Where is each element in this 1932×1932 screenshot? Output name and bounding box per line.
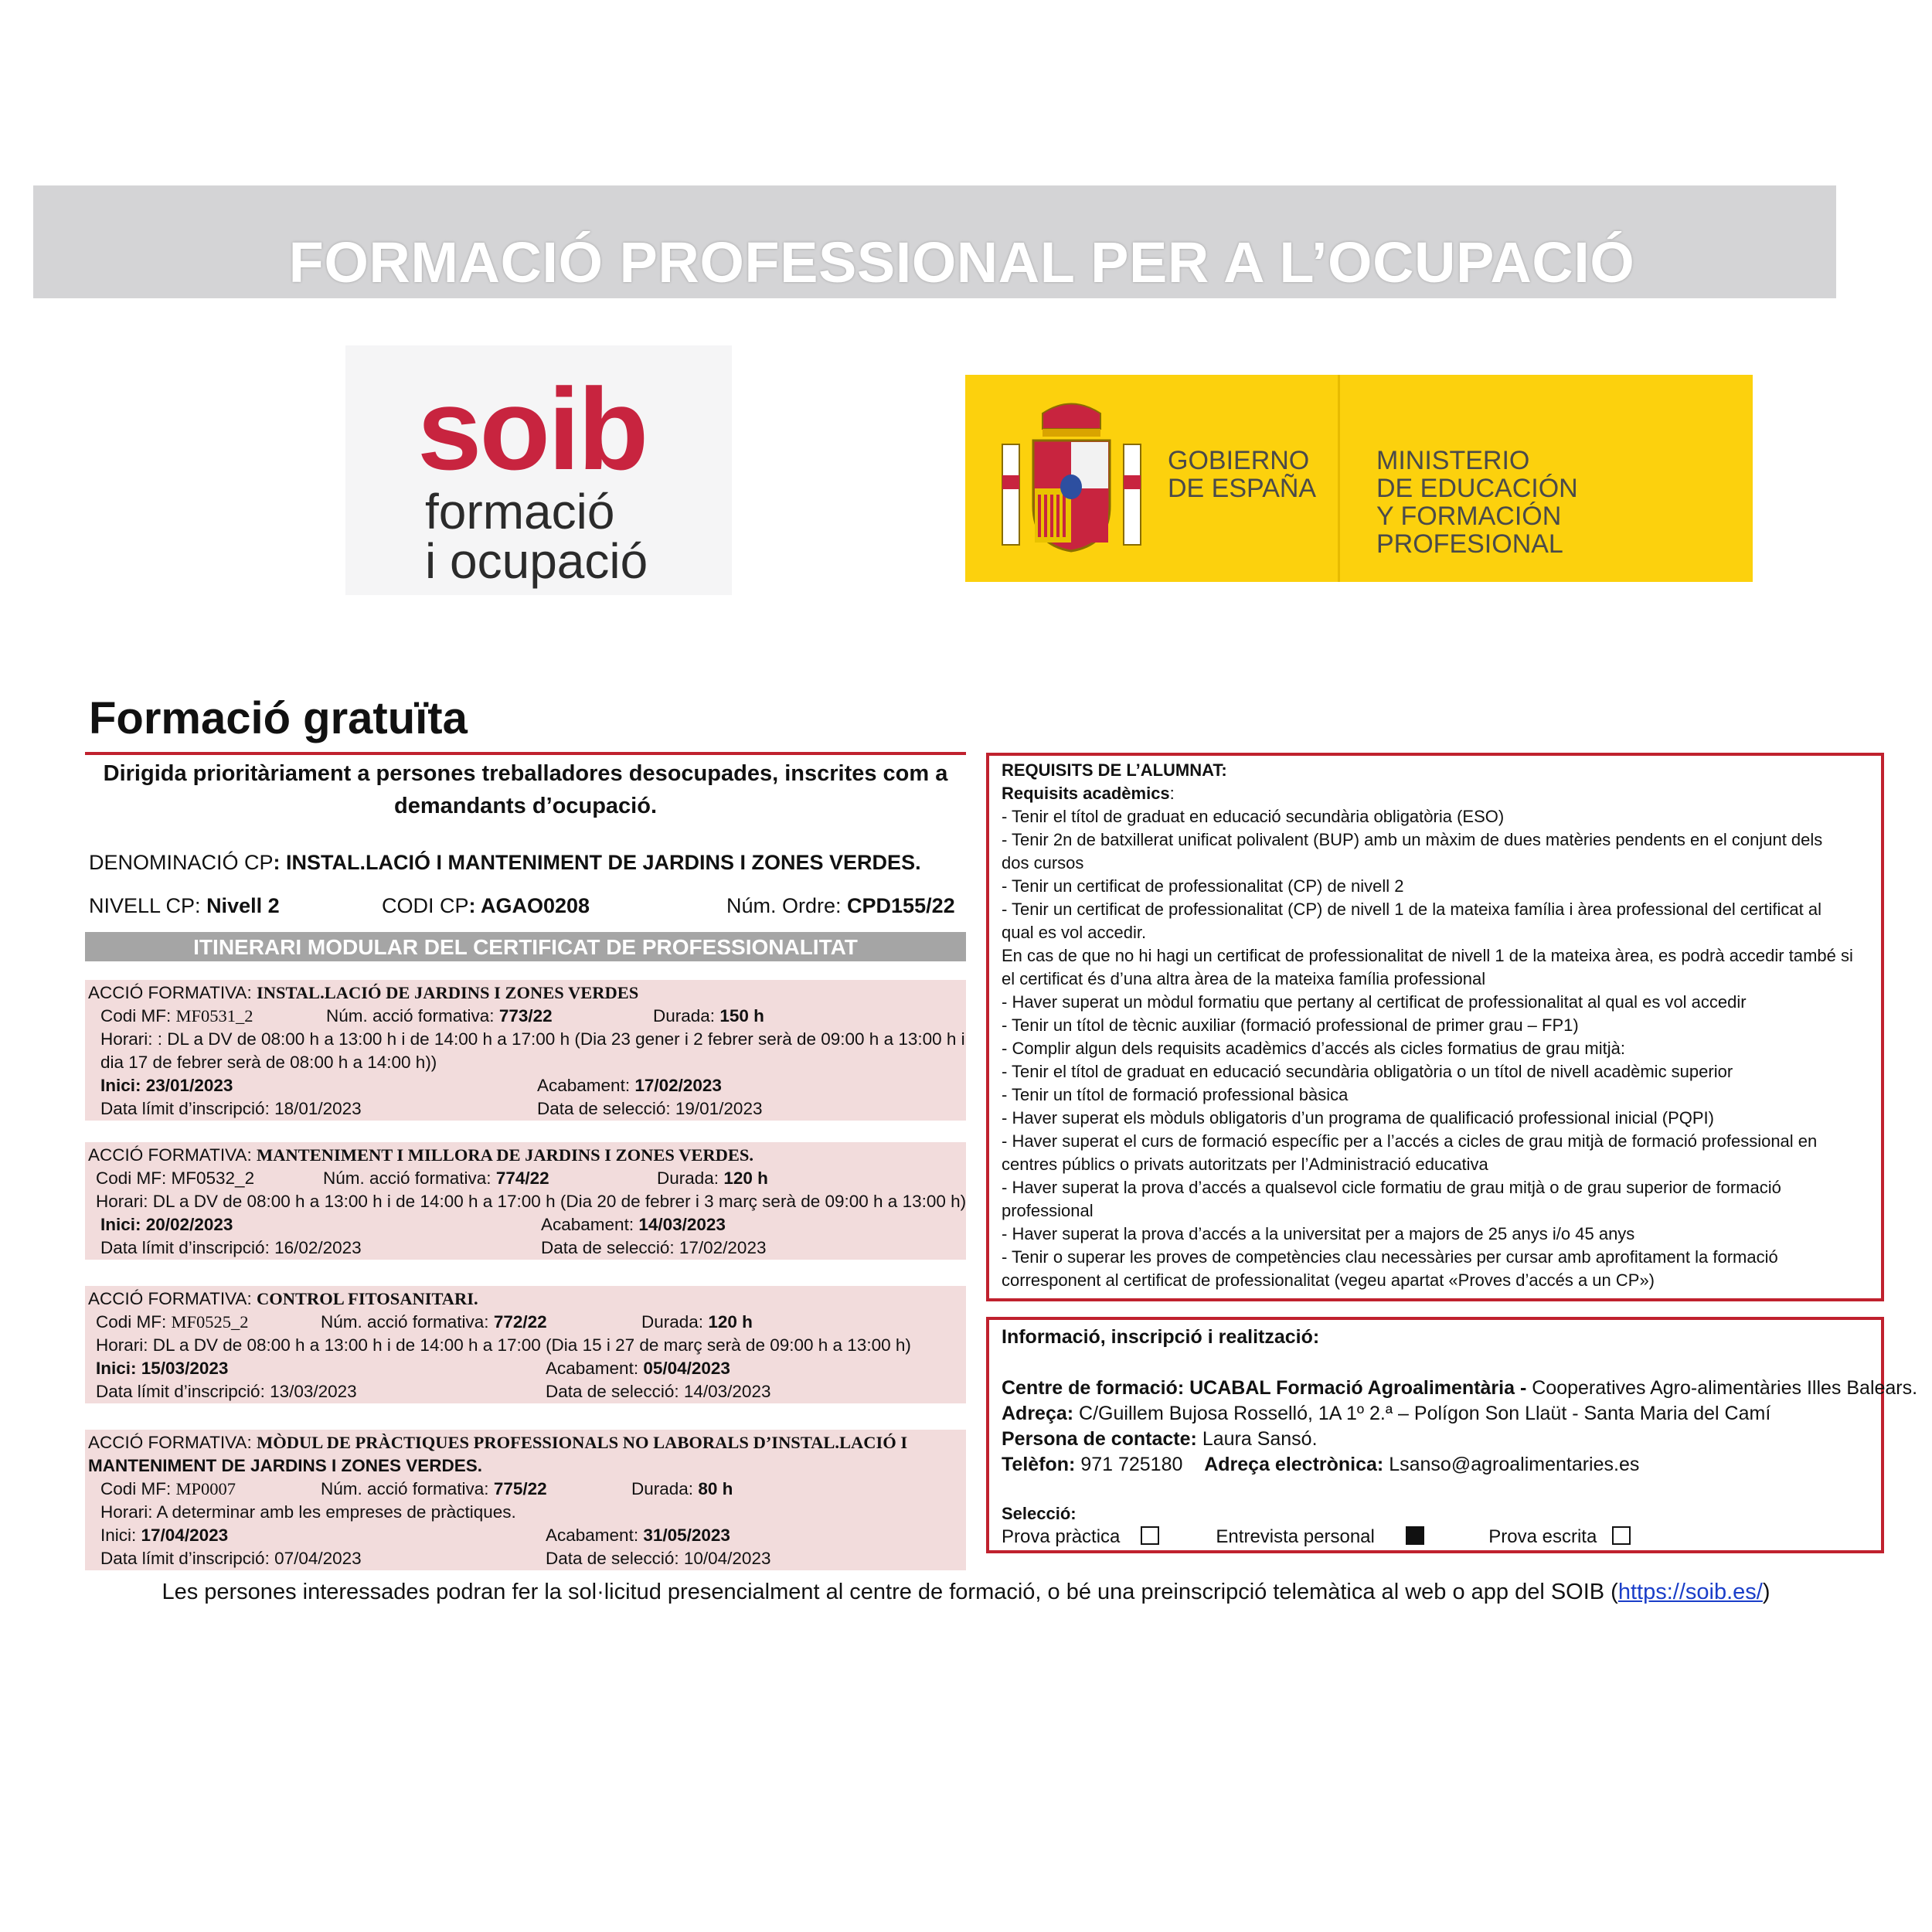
email-link[interactable]: Lsanso@agroalimentaries.es — [1389, 1454, 1640, 1475]
gobierno-text: GOBIERNO DE ESPAÑA — [1168, 446, 1317, 503]
logo-separator — [1338, 375, 1340, 582]
list-item: - Haver superat la prova d’accés a la universitat per a majors de 25 anys i/o 45 anys — [1002, 1224, 1635, 1243]
coat-of-arms-icon — [996, 398, 1147, 556]
header-banner — [33, 185, 1836, 298]
info-box: Informació, inscripció i realització: Centre de formació: UCABAL Formació Agroalimentària - Cooperatives Agro-alimentàries Illes Balears. Adreça: C/Guillem Bujosa Rosselló, 1A 1º 2.ª – Polígon Son Llaüt - Santa Maria del Camí Persona de contacte: Laura Sansó. Telèfon: 971 725180 Adreça electrònica: Lsanso@agroalimentaries.es Selecció: Prova pràctica Entrevista personal Prova escrita — [986, 1317, 1884, 1553]
nivell-field: NIVELL CP: Nivell 2 — [89, 894, 280, 917]
gobierno-logo — [965, 375, 1753, 582]
list-item: - Haver superat un mòdul formatiu que pertany al certificat de professionalitat al qual es vol accedir — [1002, 992, 1747, 1012]
ordre-field: Núm. Ordre: CPD155/22 — [726, 894, 955, 917]
adreca-row: Adreça: C/Guillem Bujosa Rosselló, 1A 1º 2.ª – Polígon Son Llaüt - Santa Maria del Camí — [1002, 1403, 1771, 1424]
list-item: dos cursos — [1002, 853, 1084, 872]
list-item: - Haver superat els mòduls obligatoris d’un programa de qualificació professional inicial (PQPI) — [1002, 1108, 1714, 1128]
list-item: - Tenir o superar les proves de competències clau necessàries per cursar amb aprofitament la formació — [1002, 1247, 1778, 1267]
module-title: ACCIÓ FORMATIVA: CONTROL FITOSANITARI. — [88, 1289, 478, 1308]
centre-row: Centre de formació: UCABAL Formació Agroalimentària - Cooperatives Agro-alimentàries Illes Balears. — [1002, 1377, 1918, 1399]
codi-field: CODI CP: AGAO0208 — [382, 894, 590, 917]
module-title: ACCIÓ FORMATIVA: MANTENIMENT I MILLORA DE JARDINS I ZONES VERDES. — [88, 1145, 753, 1165]
prova-escrita-checkbox[interactable] — [1612, 1526, 1631, 1545]
selection-options: Prova pràctica Entrevista personal Prova escrita — [1002, 1524, 1631, 1549]
prova-practica-checkbox[interactable] — [1141, 1526, 1159, 1545]
contacte-row: Persona de contacte: Laura Sansó. — [1002, 1428, 1318, 1450]
list-item: - Tenir el títol de graduat en educació secundària obligatòria o un títol de nivell acadèmic superior — [1002, 1062, 1733, 1081]
title-divider — [85, 752, 966, 755]
itinerari-header: ITINERARI MODULAR DEL CERTIFICAT DE PROFESSIONALITAT — [85, 932, 966, 961]
list-item: - Tenir un títol de formació professional bàsica — [1002, 1085, 1349, 1104]
denominacio-row: DENOMINACIÓ CP: INSTAL.LACIÓ I MANTENIMENT DE JARDINS I ZONES VERDES. — [89, 851, 921, 874]
module-block: ACCIÓ FORMATIVA: MANTENIMENT I MILLORA DE JARDINS I ZONES VERDES. Codi MF: MF0532_2 Núm. acció formativa: 774/22 Durada: 120 h Horari: DL a DV de 08:00 h a 13:00 h i de 14:00 h a 17:00 h (Dia 20 de febrer i 3 març serà de 09:00 h a 13:00 h) Inici: 20/02/2023 Acabament: 14/03/2023 Data límit d’inscripció: 16/02/2023 Data de selecció: 17/02/2023 — [85, 1142, 966, 1260]
ministerio-text: MINISTERIO DE EDUCACIÓN Y FORMACIÓN PROFESIONAL — [1376, 446, 1578, 559]
module-title: ACCIÓ FORMATIVA: INSTAL.LACIÓ DE JARDINS I ZONES VERDES — [88, 983, 639, 1002]
list-item: corresponent al certificat de professionalitat (vegeu apartat «Proves d’accés a un CP») — [1002, 1270, 1655, 1290]
telefon-row: Telèfon: 971 725180 Adreça electrònica: Lsanso@agroalimentaries.es — [1002, 1454, 1640, 1475]
list-item: - Tenir un títol de tècnic auxiliar (formació professional de primer grau – FP1) — [1002, 1015, 1579, 1035]
list-item: - Tenir un certificat de professionalitat (CP) de nivell 1 de la mateixa família i àrea professional del certificat al — [1002, 900, 1821, 919]
module-block: ACCIÓ FORMATIVA: MÒDUL DE PRÀCTIQUES PROFESSIONALS NO LABORALS D’INSTAL.LACIÓ I MANTENIMENT DE JARDINS I ZONES VERDES. Codi MF: MP0007 Núm. acció formativa: 775/22 Durada: 80 h Horari: A determinar amb les empreses de pràctiques. Inici: 17/04/2023 Acabament: 31/05/2023 Data límit d’inscripció: 07/04/2023 Data de selecció: 10/04/2023 — [85, 1430, 966, 1570]
entrevista-personal-checkbox[interactable] — [1406, 1526, 1424, 1545]
list-item: centres públics o privats autoritzats per l’Administració educativa — [1002, 1155, 1488, 1174]
list-item: - Haver superat la prova d’accés a qualsevol cicle formatiu de grau mitjà o de grau superior de formació — [1002, 1178, 1781, 1197]
page-title: Formació gratuïta — [89, 693, 468, 743]
soib-link[interactable]: https://soib.es/ — [1617, 1580, 1763, 1604]
intro-text: Dirigida prioritàriament a persones treballadores desocupades, inscrites com a demandants d’ocupació. — [103, 761, 948, 818]
list-item: - Tenir un certificat de professionalitat (CP) de nivell 2 — [1002, 876, 1404, 896]
list-item: - Haver superat el curs de formació específic per a l’accés a cicles de grau mitjà de formació professional en — [1002, 1131, 1818, 1151]
list-item: el certificat és d’una altra àrea de la mateixa família professional — [1002, 969, 1486, 988]
list-item: - Complir algun dels requisits acadèmics d’accés als cicles formatius de grau mitjà: — [1002, 1039, 1625, 1058]
list-item: En cas de que no hi hagi un certificat de professionalitat de nivell 1 de la mateixa àrea, es podrà accedir també si — [1002, 946, 1853, 965]
banner-title: FORMACIÓ PROFESSIONAL PER A L’OCUPACIÓ — [288, 230, 1635, 294]
requisits-title: REQUISITS DE L’ALUMNAT: — [1002, 760, 1227, 780]
list-item: - Tenir el títol de graduat en educació secundària obligatòria (ESO) — [1002, 807, 1505, 826]
soib-logo-text: soib — [417, 364, 647, 494]
footer-note: Les persones interessades podran fer la sol·licitud presencialment al centre de formació, o bé una preinscripció telemàtica al web o app del SOIB (https://soib.es/) — [162, 1580, 1770, 1604]
list-item: qual es vol accedir. — [1002, 923, 1147, 942]
list-item: - Tenir 2n de batxillerat unificat polivalent (BUP) amb un màxim de dues matèries pendents en el conjunt dels — [1002, 830, 1823, 849]
module-block: ACCIÓ FORMATIVA: INSTAL.LACIÓ DE JARDINS I ZONES VERDES Codi MF: MF0531_2 Núm. acció formativa: 773/22 Durada: 150 h Horari: : DL a DV de 08:00 h a 13:00 h i de 14:00 h a 17:00 h (Dia 23 gener i 2 febrer serà de 09:00 h a 13:00 h i dia 17 de febrer serà de 08:00 h a 14:00 h)) Inici: 23/01/2023 Acabament: 17/02/2023 Data límit d’inscripció: 18/01/2023 Data de selecció: 19/01/2023 — [85, 980, 966, 1121]
list-item: professional — [1002, 1201, 1094, 1220]
requisits-box: REQUISITS DE L’ALUMNAT: Requisits acadèmics: - Tenir el títol de graduat en educació secundària obligatòria (ESO) - Tenir 2n de batxillerat unificat polivalent (BUP) amb un màxim de dues matèries pendents en el conjunt dels dos cursos - Tenir un certificat de professionalitat (CP) de nivell 2 - Tenir un certificat de professionalitat (CP) de nivell 1 de la mateixa família i àrea professional del certificat al qual es vol accedir. En cas de que no hi hagi un certificat de professionalitat de nivell 1 de la mateixa àrea, es podrà accedir també si el certificat és d’una altra àrea de la mateixa família professional - Haver superat un mòdul formatiu que pertany al certificat de professionalitat al qual es vol accedir - Tenir un títol de tècnic auxiliar (formació professional de primer grau – FP1) - Complir algun dels requisits acadèmics d’accés als cicles formatius de grau mitjà: - Tenir el títol de graduat en educació secundària obligatòria o un títol de nivell acadèmic superior - Tenir un títol de formació professional bàsica - Haver superat els mòduls obligatoris d’un programa de qualificació professional inicial (PQPI) - Haver superat el curs de formació específic per a l’accés a cicles de grau mitjà de formació professional en centres públics o privats autoritzats per l’Administració educativa - Haver superat la prova d’accés a qualsevol cicle formatiu de grau mitjà o de grau superior de formació professional - Haver superat la prova d’accés a la universitat per a majors de 25 anys i/o 45 anys - Tenir o superar les proves de competències clau necessàries per cursar amb aprofitament la formació corresponent al certificat de professionalitat (vegeu apartat «Proves d’accés a un CP») — [986, 753, 1884, 1301]
module-block: ACCIÓ FORMATIVA: CONTROL FITOSANITARI. Codi MF: MF0525_2 Núm. acció formativa: 772/22 Durada: 120 h Horari: DL a DV de 08:00 h a 13:00 h i de 14:00 h a 17:00 (Dia 15 i 27 de març serà de 09:00 h a 13:00 h) Inici: 15/03/2023 Acabament: 05/04/2023 Data límit d’inscripció: 13/03/2023 Data de selecció: 14/03/2023 — [85, 1286, 966, 1403]
module-title: ACCIÓ FORMATIVA: MÒDUL DE PRÀCTIQUES PROFESSIONALS NO LABORALS D’INSTAL.LACIÓ I — [88, 1433, 908, 1452]
soib-logo-subtitle: formació i ocupació — [425, 484, 648, 589]
